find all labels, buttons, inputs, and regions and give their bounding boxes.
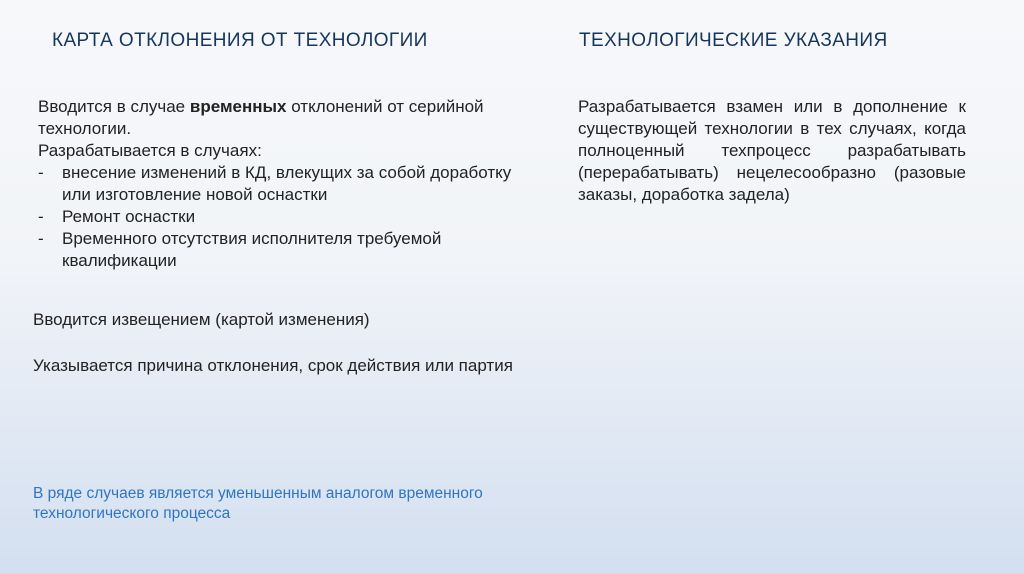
case-item: - Временного отсутствия исполнителя требуемой квалификации [38,228,528,272]
cases-list [38,162,528,272]
reason-text: Указывается причина отклонения, срок действия или партия [33,356,513,375]
case-item: - Ремонт оснастки [38,206,528,228]
deviation-card-heading: КАРТА ОТКЛОНЕНИЯ ОТ ТЕХНОЛОГИИ [52,30,428,51]
intro-paragraph [38,96,528,140]
case-item: - внесение изменений в КД, влекущих за собой доработку или изготовление новой оснастки [38,162,528,206]
intro-bold-word: временных [189,97,287,116]
analog-note: В ряде случаев является уменьшенным аналогом временного технологического процесса [33,485,483,522]
deviation-card-description [38,96,528,272]
introduction-method-text: Вводится извещением (картой изменения) [33,310,370,329]
intro-text-end: отклонений от серийной технологии. [38,97,484,138]
cases-label: Разрабатывается в случаях: [38,141,262,160]
technological-instructions-heading: ТЕХНОЛОГИЧЕСКИЕ УКАЗАНИЯ [579,30,888,51]
technological-instructions-text: Разрабатывается взамен или в дополнение к существующей технологии в тех случаях, когда полноценный техпроцесс разрабатывать (перерабатывать) нецелесообразно (разовые заказы, доработка задела) [578,97,966,204]
intro-text-start: Вводится в случае [38,97,190,116]
